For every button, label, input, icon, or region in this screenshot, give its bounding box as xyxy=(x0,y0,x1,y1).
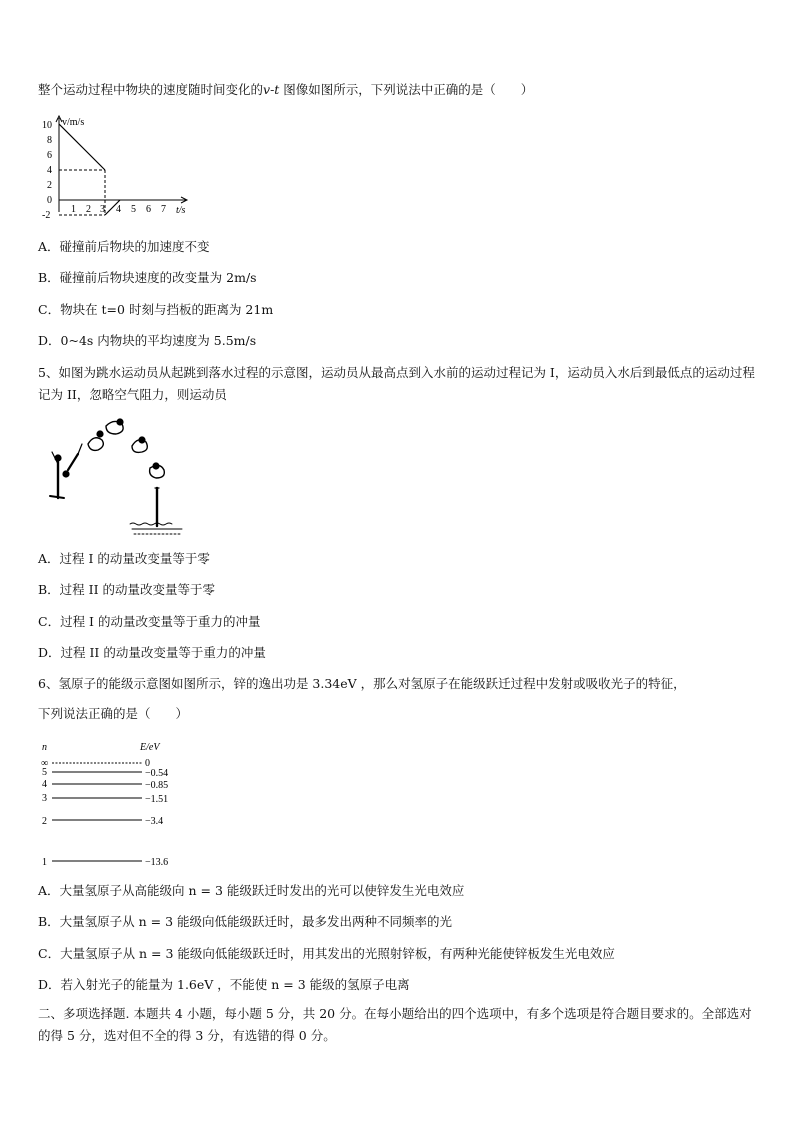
q5-option-c: C．过程 I 的动量改变量等于重力的冲量 xyxy=(38,614,261,629)
diver-illustration xyxy=(42,418,192,540)
level-n: 1 xyxy=(42,857,47,868)
level-e: −0.54 xyxy=(145,768,169,779)
q5-stem: 5、如图为跳水运动员从起跳到落水过程的示意图，运动员从最高点到入水前的运动过程记为 I，运动员入水后到最低点的运动过程记为 II，忽略空气阻力，则运动员 xyxy=(38,365,755,402)
q6-stem-line2: 下列说法正确的是（ ） xyxy=(38,706,189,721)
level-e: −1.51 xyxy=(145,794,169,805)
energy-n-label: n xyxy=(42,742,47,753)
q4-stem-var: v-t xyxy=(263,82,280,97)
q4-option-b: B．碰撞前后物块速度的改变量为 2m/s xyxy=(38,270,257,285)
vt-xtick: 2 xyxy=(86,204,91,215)
section2-heading: 二、多项选择题. 本题共 4 小题，每小题 5 分，共 20 分。在每小题给出的四个选项中，有多个选项是符合题目要求的。全部选对的得 5 分，选对但不全的得 3 分，有选错的得 0 分。 xyxy=(38,1006,752,1043)
q4-stem-a: 整个运动过程中物块的速度随时间变化的 xyxy=(38,82,264,97)
q6-option-c: C．大量氢原子从 n = 3 能级向低能级跃迁时，用其发出的光照射锌板，有两种光能使锌板发生光电效应 xyxy=(38,946,615,961)
level-n: 5 xyxy=(42,767,47,778)
vt-line-before xyxy=(59,124,105,170)
vt-xtick: 5 xyxy=(131,204,136,215)
vt-ytick: 2 xyxy=(47,180,52,191)
vt-ytick: -2 xyxy=(42,210,51,221)
q6-option-a: A．大量氢原子从高能级向 n = 3 能级跃迁时发出的光可以使锌发生光电效应 xyxy=(38,883,465,898)
q4-option-c: C．物块在 t=0 时刻与挡板的距离为 21m xyxy=(38,302,274,317)
q6-stem-line1: 6、氢原子的能级示意图如图所示，锌的逸出功是 3.34eV ，那么对氢原子在能级跃迁过程中发射或吸收光子的特征， xyxy=(38,676,686,691)
vt-ytick: 10 xyxy=(42,120,52,131)
q4-stem xyxy=(38,81,533,99)
level-n: ∞ xyxy=(41,758,49,769)
q4-stem-b: 图像如图所示，下列说法中正确的是（ ） xyxy=(279,82,534,97)
q5-option-d: D．过程 II 的动量改变量等于重力的冲量 xyxy=(38,645,266,660)
q5-option-a: A．过程 I 的动量改变量等于零 xyxy=(38,551,210,566)
energy-level-diagram xyxy=(38,738,198,870)
level-n: 3 xyxy=(42,793,47,804)
vt-xtick: 6 xyxy=(146,204,151,215)
q5-option-b: B．过程 II 的动量改变量等于零 xyxy=(38,582,216,597)
level-n: 4 xyxy=(42,779,47,790)
q6-option-d: D．若入射光子的能量为 1.6eV ，不能使 n = 3 能级的氢原子电离 xyxy=(38,977,410,992)
level-e: 0 xyxy=(145,758,150,769)
vt-y-label: v/m/s xyxy=(62,117,85,128)
level-e: −3.4 xyxy=(145,816,164,827)
level-n: 2 xyxy=(42,816,47,827)
vt-ytick: 6 xyxy=(47,150,52,161)
vt-xtick: 3 xyxy=(100,204,105,215)
vt-graph xyxy=(36,112,206,224)
level-e: −0.85 xyxy=(145,780,169,791)
vt-ytick: 0 xyxy=(47,195,52,206)
q4-option-a: A．碰撞前后物块的加速度不变 xyxy=(38,239,210,254)
vt-ytick: 4 xyxy=(47,165,52,176)
q4-option-d: D．0~4s 内物块的平均速度为 5.5m/s xyxy=(38,333,257,348)
vt-xtick: 7 xyxy=(161,204,166,215)
vt-ytick: 8 xyxy=(47,135,52,146)
level-e: −13.6 xyxy=(145,857,169,868)
vt-xtick: 1 xyxy=(71,204,76,215)
vt-xtick: 4 xyxy=(116,204,121,215)
q6-option-b: B．大量氢原子从 n = 3 能级向低能级跃迁时，最多发出两种不同频率的光 xyxy=(38,914,453,929)
vt-x-label: t/s xyxy=(176,205,186,216)
energy-e-label: E/eV xyxy=(140,742,160,753)
